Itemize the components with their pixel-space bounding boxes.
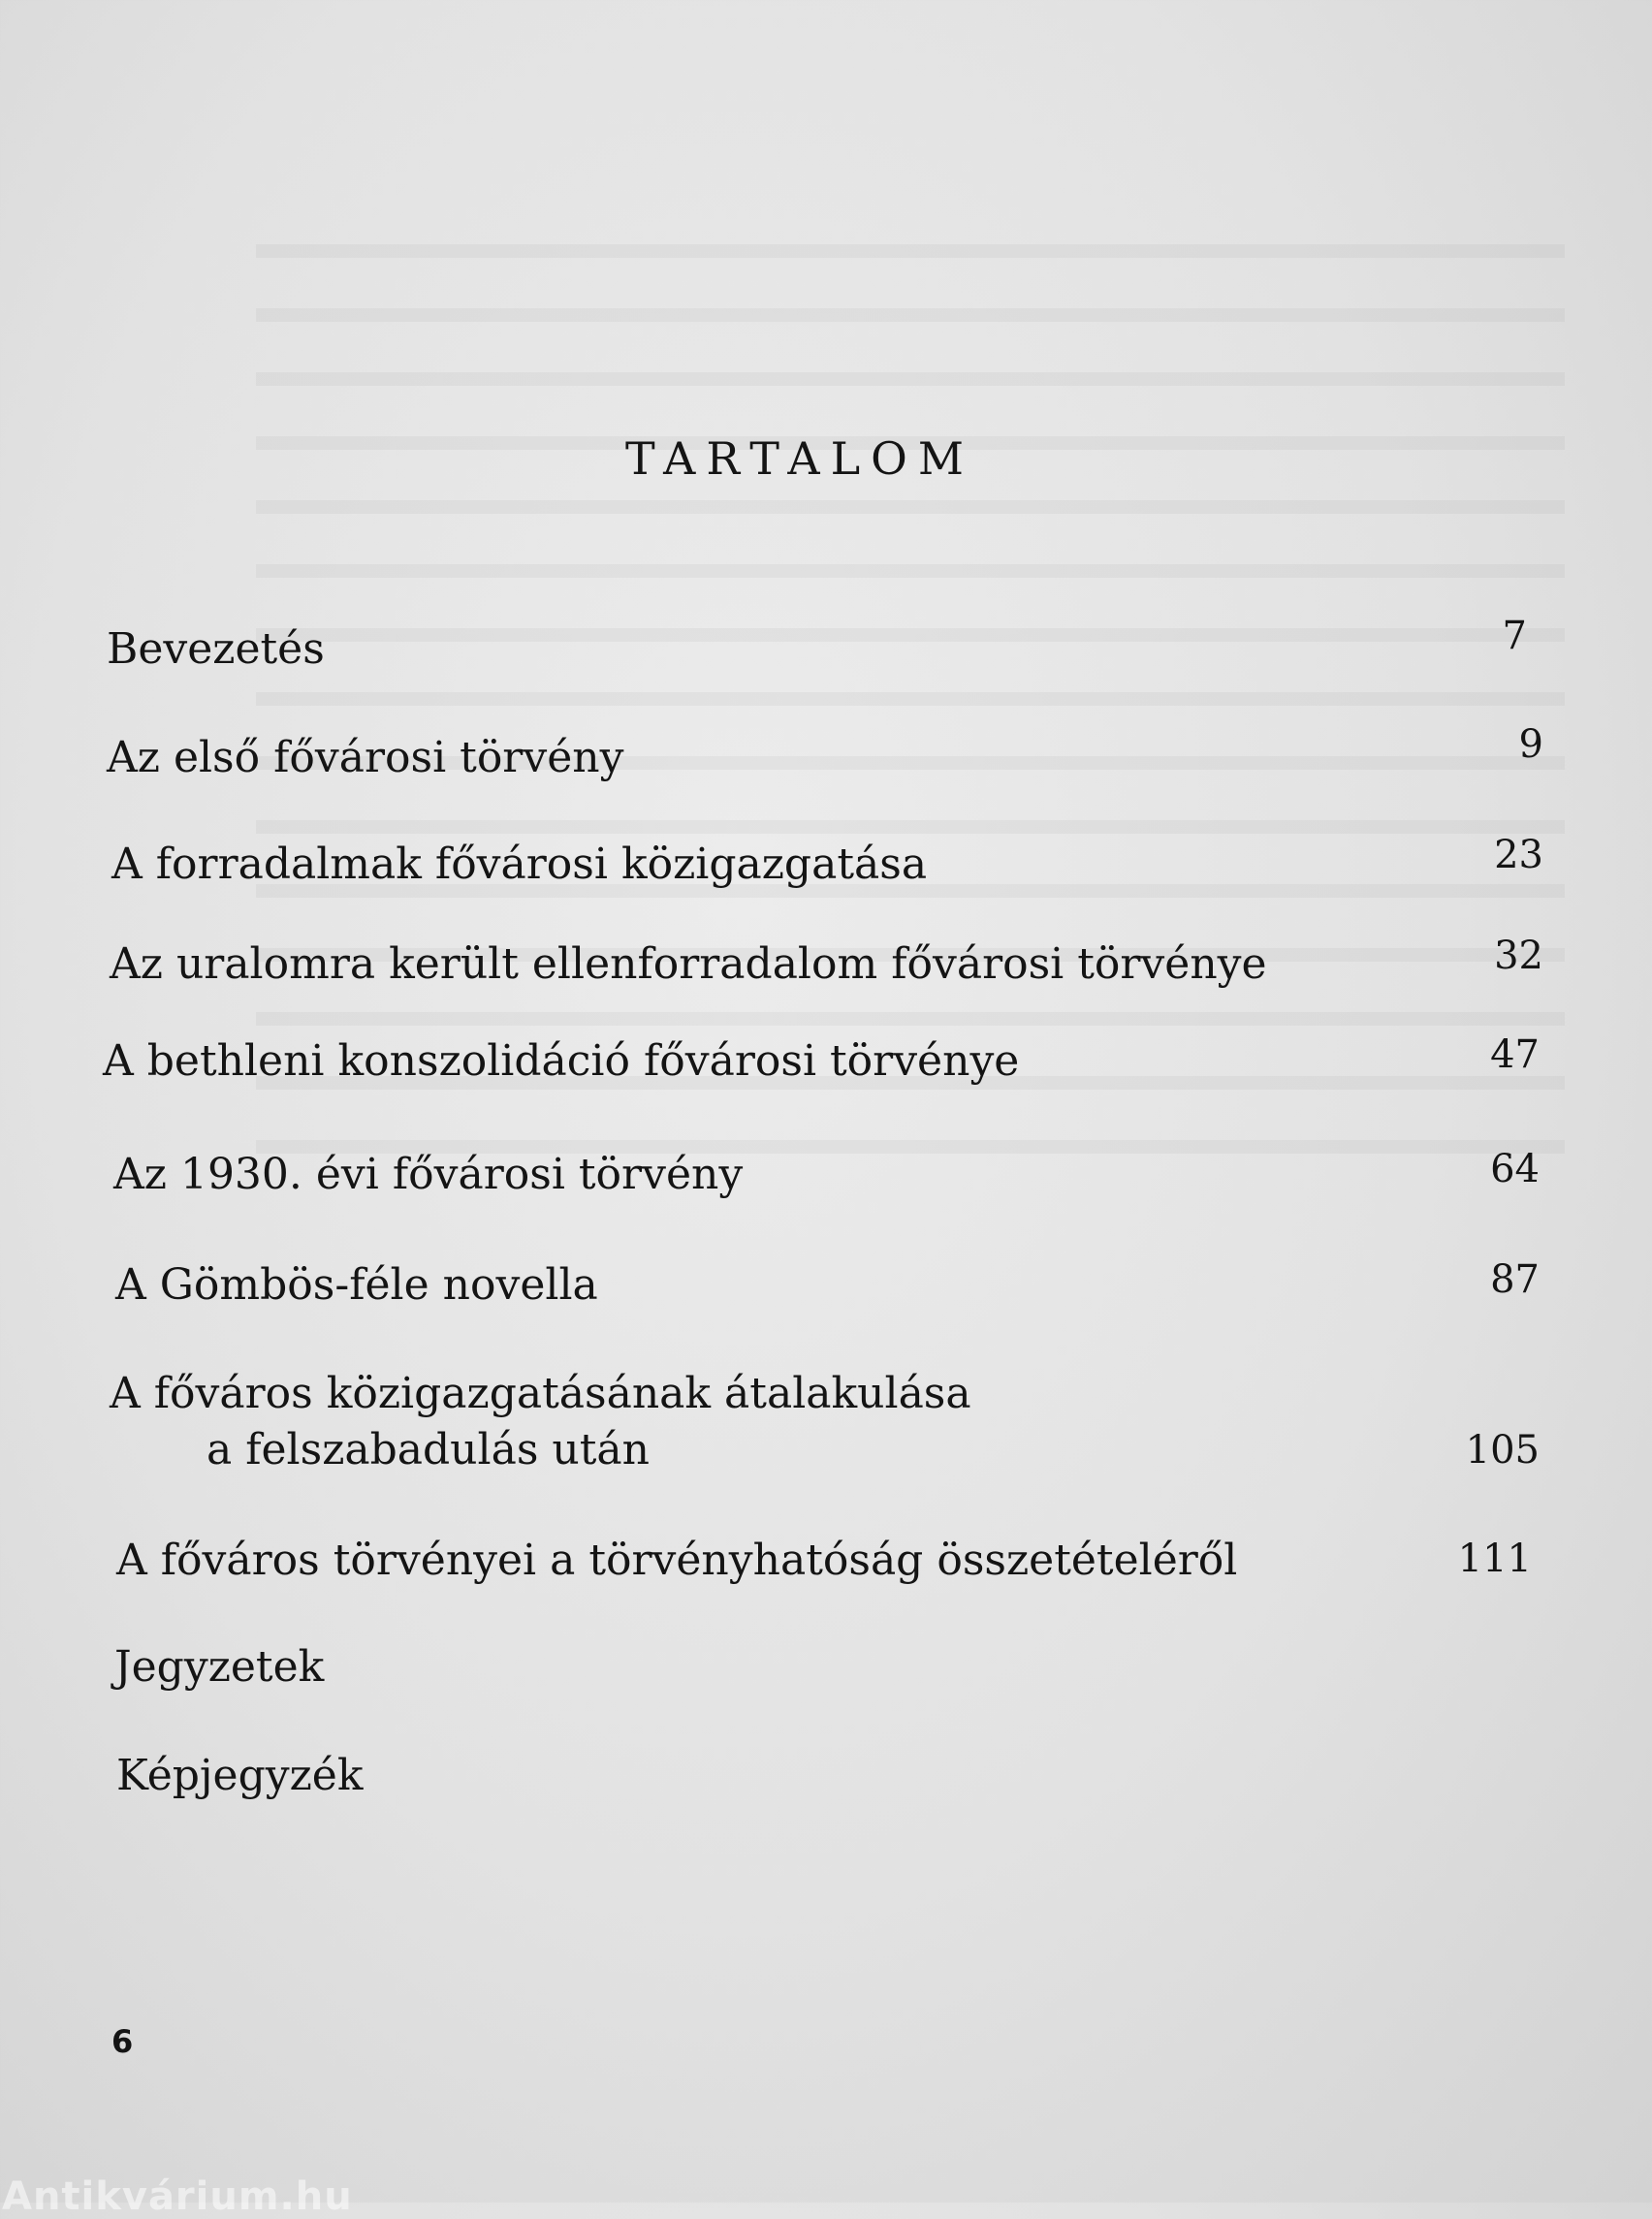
toc-entry-page: 105	[1465, 1428, 1540, 1473]
watermark: Antikvárium.hu	[2, 2174, 353, 2219]
toc-entry-title: Az 1930. évi fővárosi törvény	[113, 1150, 744, 1199]
page-number: 6	[111, 2023, 134, 2060]
toc-entry-page: 32	[1494, 934, 1543, 978]
toc-entry-title: Az uralomra került ellenforradalom fővárosi törvénye	[110, 939, 1267, 989]
toc-entry-title: Az első fővárosi törvény	[107, 733, 624, 782]
toc-entry-page: 23	[1494, 833, 1543, 877]
toc-entry-page: 111	[1457, 1537, 1532, 1581]
toc-entry-title: A forradalmak fővárosi közigazgatása	[111, 840, 928, 889]
toc-entry-page: 9	[1518, 722, 1543, 767]
toc-entry-title: A bethleni konszolidáció fővárosi törvénye	[103, 1036, 1020, 1086]
toc-entry-page: 64	[1490, 1147, 1540, 1191]
toc-entry-page: 87	[1490, 1257, 1540, 1302]
toc-entry-title: A Gömbös-féle novella	[115, 1260, 598, 1310]
toc-entry-page: 47	[1490, 1032, 1540, 1077]
toc-entry-title: Bevezetés	[107, 624, 325, 674]
toc-entry-title-line1: A főváros közigazgatásának átalakulása	[110, 1369, 971, 1418]
show-through-text	[256, 194, 1565, 1163]
toc-entry-page: 7	[1502, 614, 1527, 658]
toc-entry-title: Képjegyzék	[116, 1751, 364, 1800]
toc-entry-title: Jegyzetek	[114, 1642, 325, 1692]
toc-title: TARTALOM	[625, 432, 974, 485]
toc-entry-title: A főváros törvényei a törvényhatóság összetételéről	[116, 1536, 1238, 1585]
toc-entry-title-multiline	[110, 1369, 971, 1474]
toc-entry-title-line2: a felszabadulás után	[206, 1425, 650, 1474]
